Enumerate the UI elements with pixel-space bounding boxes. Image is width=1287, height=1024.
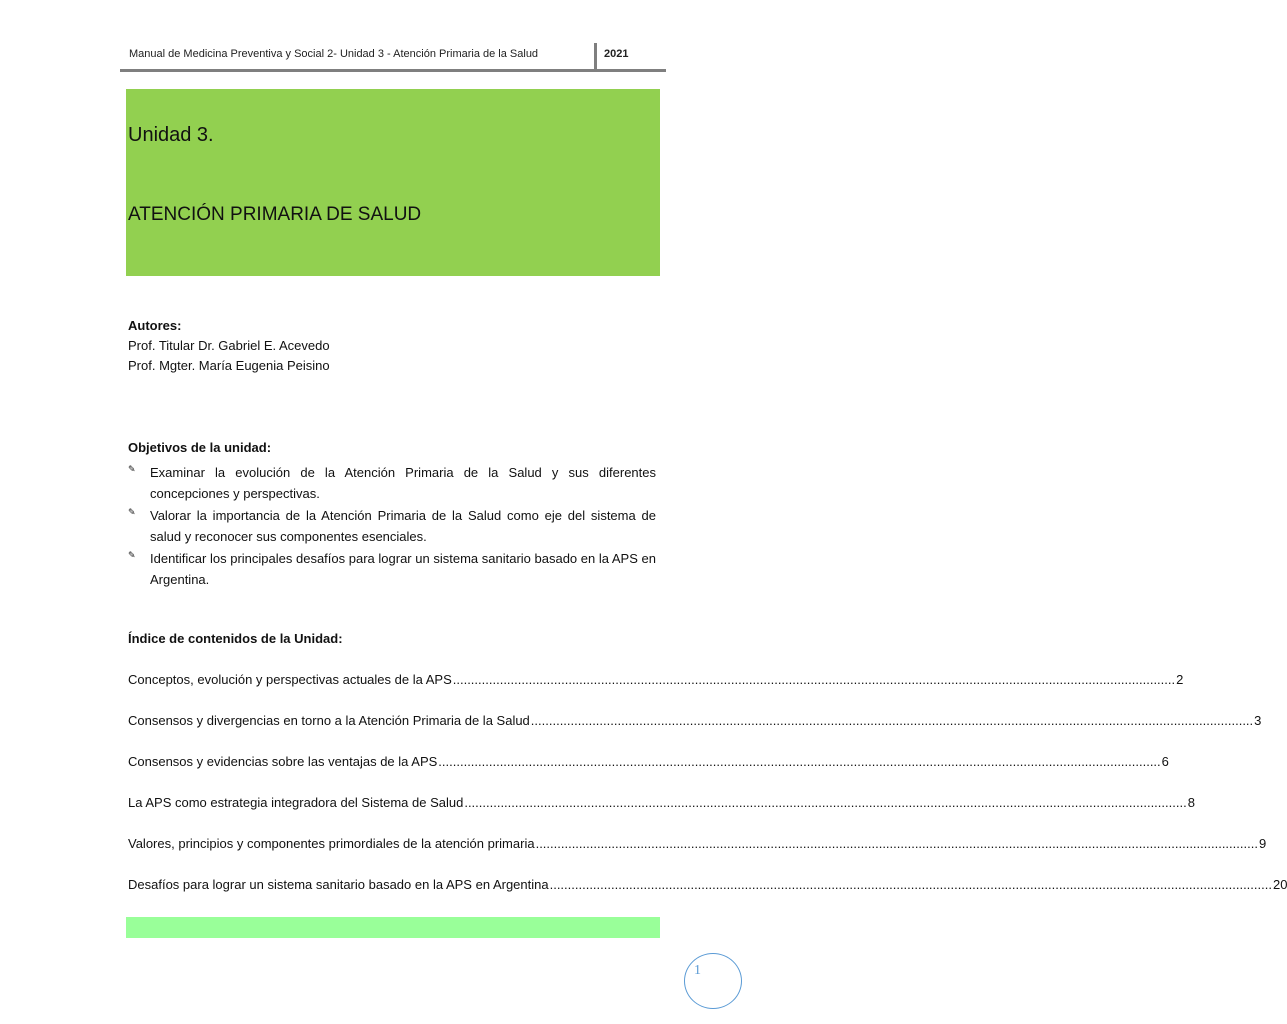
bullet-icon: ✎	[128, 507, 136, 517]
page-header	[120, 40, 666, 72]
objective-text: Identificar los principales desafíos para lograr un sistema sanitario basado en la APS en Argentina.	[150, 551, 656, 587]
toc-entry-title: Valores, principios y componentes primordiales de la atención primaria	[128, 836, 535, 851]
footer-bar	[126, 917, 660, 938]
toc-entry[interactable]	[128, 752, 1169, 793]
objectives-label: Objetivos de la unidad:	[128, 440, 272, 455]
unit-label: Unidad 3.	[128, 124, 214, 146]
objective-text: Examinar la evolución de la Atención Primaria de la Salud y sus diferentes concepciones y perspectivas.	[150, 465, 656, 501]
toc-entry-page: 3	[1254, 713, 1262, 728]
toc-leader: ........................................................................................................................................................................................................	[535, 836, 1258, 851]
toc-entry[interactable]	[128, 793, 1195, 834]
objective-item	[128, 462, 656, 504]
header-separator	[594, 43, 597, 71]
objective-item	[128, 505, 656, 547]
objective-item	[128, 548, 656, 590]
author-name: Prof. Titular Dr. Gabriel E. Acevedo	[128, 338, 330, 353]
objective-text: Valorar la importancia de la Atención Primaria de la Salud como eje del sistema de salud y reconocer sus componentes esenciales.	[150, 508, 656, 544]
toc-label: Índice de contenidos de la Unidad:	[128, 631, 343, 646]
toc-leader: ........................................................................................................................................................................................................	[530, 713, 1254, 728]
toc-leader: ........................................................................................................................................................................................................	[464, 795, 1187, 810]
toc-leader: ........................................................................................................................................................................................................	[549, 877, 1272, 892]
toc-entry-title: Conceptos, evolución y perspectivas actuales de la APS	[128, 672, 452, 687]
header-year: 2021	[604, 48, 629, 60]
author-name: Prof. Mgter. María Eugenia Peisino	[128, 358, 330, 373]
toc-entry-page: 9	[1258, 836, 1267, 851]
unit-title: ATENCIÓN PRIMARIA DE SALUD	[128, 204, 422, 225]
authors-section	[128, 316, 330, 376]
header-rule	[120, 69, 666, 72]
toc-entry[interactable]	[128, 875, 1287, 916]
toc-entry-title: Desafíos para lograr un sistema sanitario basado en la APS en Argentina	[128, 877, 549, 892]
toc-leader: ........................................................................................................................................................................................................	[452, 672, 1176, 687]
title-block	[126, 89, 660, 276]
toc-entry[interactable]	[128, 711, 1262, 752]
toc-entry-page: 8	[1187, 795, 1195, 810]
bullet-icon: ✎	[128, 464, 136, 474]
authors-label: Autores:	[128, 318, 182, 333]
toc-entry[interactable]	[128, 834, 1267, 875]
toc-entry[interactable]	[128, 670, 1184, 711]
header-title: Manual de Medicina Preventiva y Social 2- Unidad 3 - Atención Primaria de la Salud	[129, 48, 539, 60]
toc-entry-page: 20	[1272, 877, 1287, 892]
objectives-list	[128, 462, 656, 591]
toc-entry-title: Consensos y evidencias sobre las ventajas de la APS	[128, 754, 438, 769]
table-of-contents	[128, 670, 1287, 916]
page-number-badge	[684, 953, 742, 1009]
page-number: 1	[694, 963, 701, 978]
toc-leader: ........................................................................................................................................................................................................	[438, 754, 1161, 769]
bullet-icon: ✎	[128, 550, 136, 560]
toc-entry-title: La APS como estrategia integradora del Sistema de Salud	[128, 795, 464, 810]
toc-entry-title: Consensos y divergencias en torno a la Atención Primaria de la Salud	[128, 713, 530, 728]
toc-entry-page: 6	[1161, 754, 1169, 769]
toc-entry-page: 2	[1176, 672, 1184, 687]
